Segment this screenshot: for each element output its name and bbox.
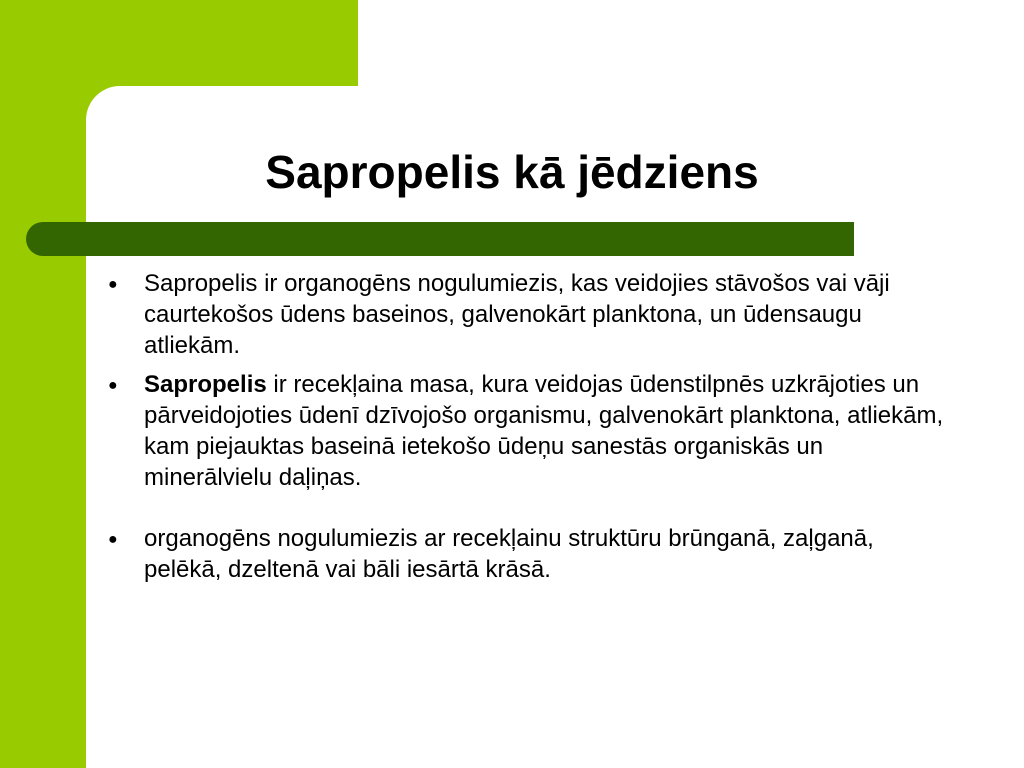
bullet-item xyxy=(104,369,954,493)
accent-stripe-left xyxy=(0,0,86,768)
bullet-text: ir recekļaina masa, kura veidojas ūdenstilpnēs uzkrājoties un pārveidojoties ūdenī dzīvojošo organismu, galvenokārt planktona, atliekām, kam piejauktas baseinā ietekošo ūdeņu sanestās organiskās un minerālvielu daļiņas. xyxy=(144,371,944,491)
bullet-text: organogēns nogulumiezis ar recekļainu struktūru brūnganā, zaļganā, pelēkā, dzeltenā vai bāli iesārtā krāsā. xyxy=(144,525,874,583)
slide-title: Sapropelis kā jēdziens xyxy=(265,146,759,198)
bullet-dot-icon: ● xyxy=(108,531,118,548)
bullet-dot-icon: ● xyxy=(108,276,118,293)
bullet-item xyxy=(104,268,954,361)
bullet-text: Sapropelis ir organogēns nogulumiezis, kas veidojies stāvošos vai vāji caurtekošos ūdens baseinos, galvenokārt planktona, un ūdensaugu atliekām. xyxy=(144,270,890,359)
bullet-dot-icon: ● xyxy=(108,377,118,394)
bullet-list xyxy=(104,268,954,593)
bullet-item xyxy=(104,523,954,585)
bullet-bold-term: Sapropelis xyxy=(144,371,267,398)
title-underline-bar xyxy=(26,222,854,256)
